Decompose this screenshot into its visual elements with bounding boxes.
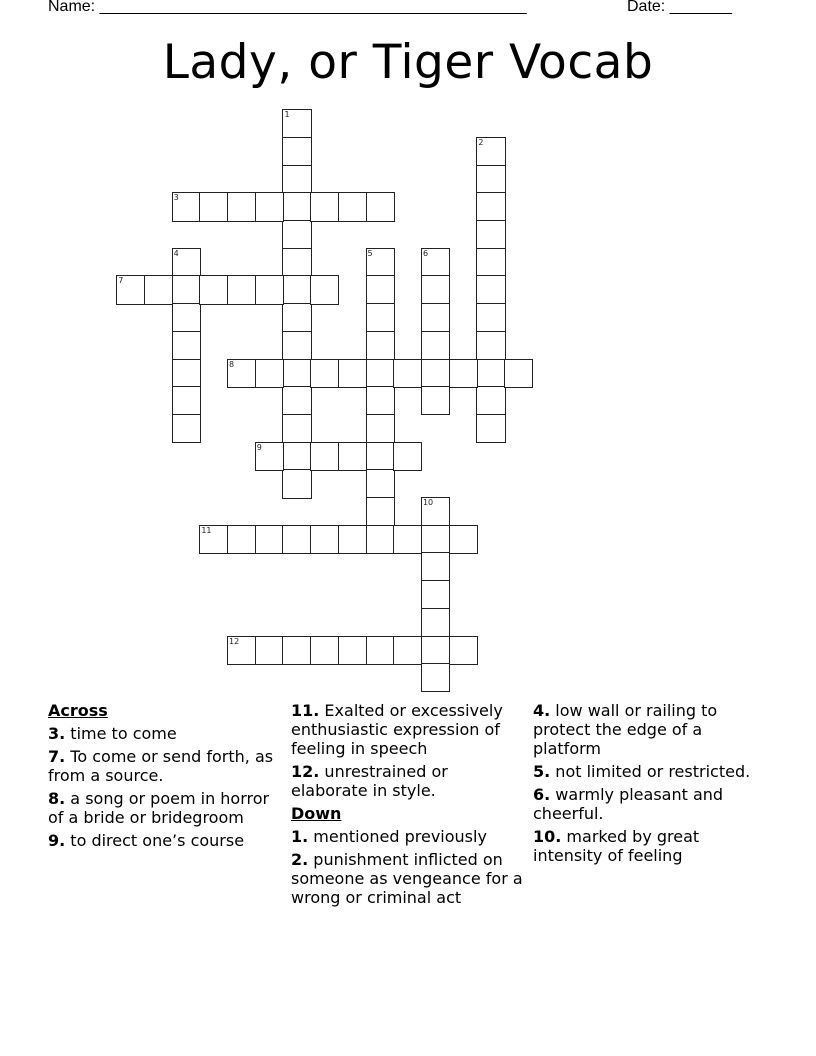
grid-cell[interactable] (421, 248, 450, 277)
grid-cell[interactable] (199, 192, 228, 221)
clue-number: 3. (48, 724, 66, 743)
grid-cell[interactable] (172, 359, 201, 388)
grid-cell[interactable] (338, 636, 367, 665)
grid-cell[interactable] (172, 275, 201, 304)
clue-text: warmly pleasant and cheerful. (533, 785, 724, 823)
cell-number: 9 (256, 442, 262, 452)
grid-cell[interactable] (282, 192, 311, 221)
grid-cell[interactable] (421, 497, 450, 526)
clue-down-1 (291, 827, 527, 846)
grid-cell[interactable] (310, 359, 339, 388)
grid-cell[interactable] (366, 192, 395, 221)
clue-number: 12. (291, 762, 320, 781)
name-field-label[interactable]: Name: ________________________________________________ (48, 0, 527, 15)
grid-cell[interactable] (116, 275, 145, 304)
grid-cell[interactable] (366, 636, 395, 665)
grid-cell[interactable] (282, 331, 311, 360)
clue-text: To come or send forth, as from a source. (48, 747, 274, 785)
clue-down-6 (533, 785, 763, 823)
grid-cell[interactable] (227, 192, 256, 221)
grid-cell[interactable] (172, 303, 201, 332)
clue-number: 11. (291, 701, 320, 720)
grid-cell[interactable] (338, 192, 367, 221)
grid-cell[interactable] (255, 275, 284, 304)
clue-across-7 (48, 747, 278, 785)
grid-cell[interactable] (227, 359, 256, 388)
clue-across-12 (291, 762, 527, 800)
grid-cell[interactable] (255, 636, 284, 665)
clue-text: not limited or restricted. (550, 762, 751, 781)
cell-number: 1 (284, 110, 290, 120)
clue-text: mentioned previously (308, 827, 487, 846)
grid-cell[interactable] (338, 525, 367, 554)
grid-cell[interactable] (199, 275, 228, 304)
grid-cell[interactable] (421, 552, 450, 581)
grid-cell[interactable] (421, 636, 450, 665)
grid-cell[interactable] (227, 636, 256, 665)
grid-cell[interactable] (282, 469, 311, 498)
clue-across-11 (291, 701, 527, 758)
grid-cell[interactable] (504, 359, 533, 388)
clue-text: a song or poem in horror of a bride or bridegroom (48, 789, 270, 827)
grid-cell[interactable] (310, 442, 339, 471)
grid-cell[interactable] (172, 248, 201, 277)
grid-cell[interactable] (476, 275, 505, 304)
clue-number: 7. (48, 747, 66, 766)
date-field-label[interactable]: Date: _______ (627, 0, 732, 15)
grid-cell[interactable] (421, 331, 450, 360)
grid-cell[interactable] (476, 137, 505, 166)
clue-text: marked by great intensity of feeling (533, 827, 700, 865)
grid-cell[interactable] (366, 275, 395, 304)
grid-cell[interactable] (476, 192, 505, 221)
clue-text: punishment inflicted on someone as vengeance for a wrong or criminal act (291, 850, 523, 907)
clue-down-2 (291, 850, 527, 907)
grid-cell[interactable] (366, 469, 395, 498)
grid-cell[interactable] (282, 442, 311, 471)
grid-cell[interactable] (282, 248, 311, 277)
clue-text: low wall or railing to protect the edge of a platform (533, 701, 718, 758)
grid-cell[interactable] (310, 636, 339, 665)
grid-cell[interactable] (366, 331, 395, 360)
grid-cell[interactable] (282, 636, 311, 665)
grid-cell[interactable] (227, 525, 256, 554)
grid-cell[interactable] (366, 497, 395, 526)
clue-number: 1. (291, 827, 309, 846)
grid-cell[interactable] (282, 275, 311, 304)
clue-across-8 (48, 789, 278, 827)
cell-number: 8 (229, 359, 235, 369)
grid-cell[interactable] (421, 386, 450, 415)
grid-cell[interactable] (255, 192, 284, 221)
grid-cell[interactable] (282, 109, 311, 138)
cell-number: 6 (422, 248, 429, 258)
grid-cell[interactable] (282, 137, 311, 166)
clue-number: 5. (533, 762, 551, 781)
clue-down-5 (533, 762, 763, 781)
grid-cell[interactable] (366, 442, 395, 471)
clue-down-4 (533, 701, 763, 758)
grid-cell[interactable] (421, 608, 450, 637)
clues-column-2 (291, 701, 527, 911)
grid-cell[interactable] (282, 165, 311, 194)
clues-column-3 (533, 701, 763, 869)
grid-cell[interactable] (476, 220, 505, 249)
clue-text: Exalted or excessively enthusiastic expression of feeling in speech (291, 701, 503, 758)
cell-number: 12 (229, 636, 240, 646)
clue-text: time to come (65, 724, 177, 743)
clue-number: 4. (533, 701, 551, 720)
cell-number: 3 (173, 193, 179, 203)
grid-cell[interactable] (366, 248, 395, 277)
grid-cell[interactable] (476, 331, 505, 360)
grid-cell[interactable] (366, 386, 395, 415)
grid-cell[interactable] (310, 525, 339, 554)
clue-number: 9. (48, 831, 66, 850)
grid-cell[interactable] (310, 275, 339, 304)
grid-cell[interactable] (282, 220, 311, 249)
grid-cell[interactable] (393, 525, 422, 554)
grid-cell[interactable] (282, 359, 311, 388)
page-title: Lady, or Tiger Vocab (162, 35, 654, 90)
cell-number: 5 (367, 248, 373, 258)
grid-cell[interactable] (421, 525, 450, 554)
cell-number: 2 (478, 137, 484, 147)
grid-cell[interactable] (310, 192, 339, 221)
grid-cell[interactable] (476, 248, 505, 277)
grid-cell[interactable] (421, 580, 450, 609)
grid-cell[interactable] (366, 359, 395, 388)
grid-cell[interactable] (393, 442, 422, 471)
grid-cell[interactable] (338, 442, 367, 471)
grid-cell[interactable] (476, 386, 505, 415)
grid-cell[interactable] (449, 359, 478, 388)
across-heading: Across (48, 701, 108, 720)
grid-cell[interactable] (476, 165, 505, 194)
grid-cell[interactable] (172, 331, 201, 360)
clue-number: 2. (291, 850, 309, 869)
grid-cell[interactable] (227, 275, 256, 304)
grid-cell[interactable] (282, 414, 311, 443)
grid-cell[interactable] (476, 359, 505, 388)
grid-cell[interactable] (255, 525, 284, 554)
grid-cell[interactable] (421, 359, 450, 388)
grid-cell[interactable] (366, 414, 395, 443)
grid-cell[interactable] (282, 303, 311, 332)
clue-text: to direct one’s course (65, 831, 245, 850)
grid-cell[interactable] (421, 663, 450, 692)
grid-cell[interactable] (421, 275, 450, 304)
clue-across-3 (48, 724, 278, 743)
grid-cell[interactable] (172, 414, 201, 443)
grid-cell[interactable] (421, 303, 450, 332)
grid-cell[interactable] (366, 525, 395, 554)
grid-cell[interactable] (476, 414, 505, 443)
grid-cell[interactable] (393, 359, 422, 388)
grid-cell[interactable] (144, 275, 173, 304)
grid-cell[interactable] (282, 525, 311, 554)
grid-cell[interactable] (449, 636, 478, 665)
grid-cell[interactable] (172, 386, 201, 415)
grid-cell[interactable] (338, 359, 367, 388)
cell-number: 10 (422, 498, 434, 508)
grid-cell[interactable] (199, 525, 228, 554)
grid-cell[interactable] (255, 359, 284, 388)
grid-cell[interactable] (172, 192, 201, 221)
clue-text: unrestrained or elaborate in style. (291, 762, 448, 800)
down-heading: Down (291, 804, 342, 823)
clue-number: 10. (533, 827, 562, 846)
clue-number: 8. (48, 789, 66, 808)
grid-cell[interactable] (255, 442, 284, 471)
clue-number: 6. (533, 785, 551, 804)
clues-column-1 (48, 701, 278, 854)
grid-cell[interactable] (282, 386, 311, 415)
grid-cell[interactable] (366, 303, 395, 332)
grid-cell[interactable] (476, 303, 505, 332)
clue-down-10 (533, 827, 763, 865)
grid-cell[interactable] (449, 525, 478, 554)
cell-number: 7 (118, 276, 124, 286)
grid-cell[interactable] (393, 636, 422, 665)
cell-number: 11 (201, 525, 212, 535)
clue-across-9 (48, 831, 278, 850)
cell-number: 4 (173, 248, 179, 258)
